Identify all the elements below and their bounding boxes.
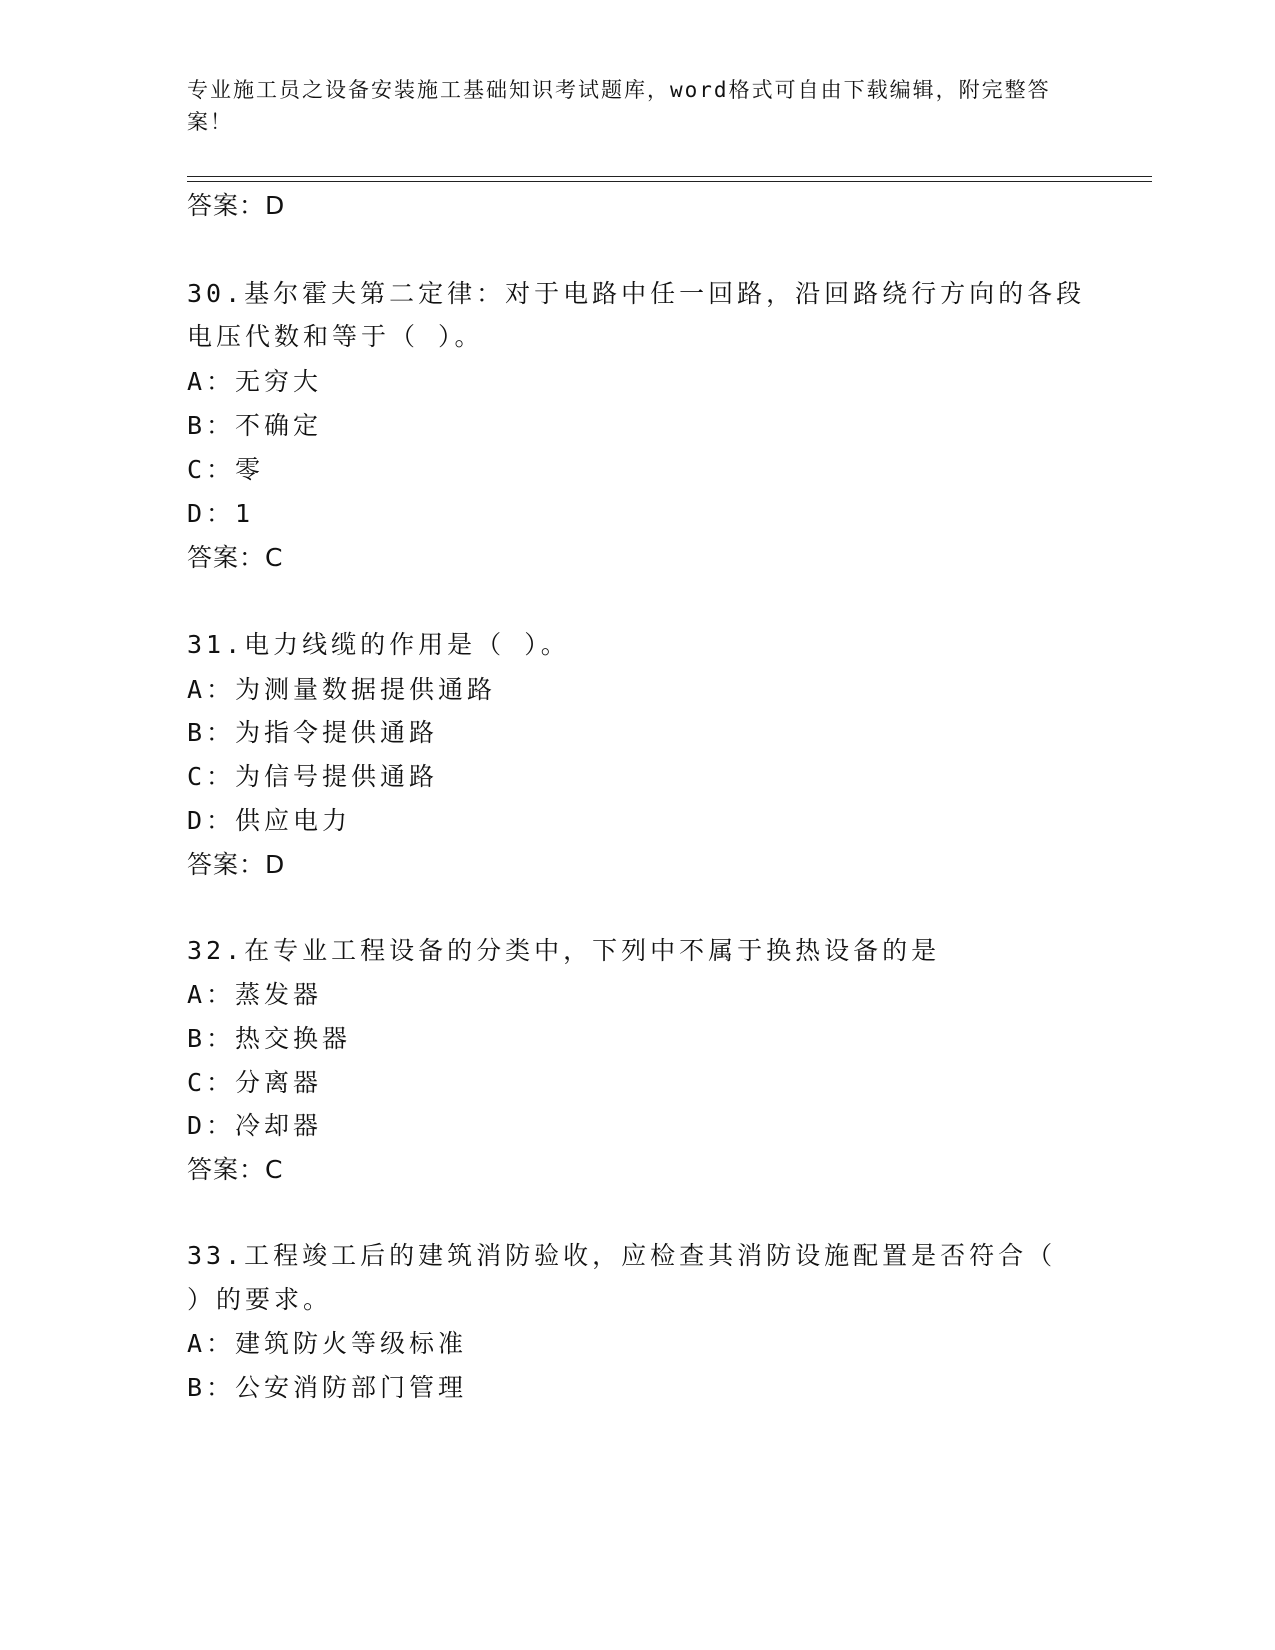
question-30-option-a: A：无穷大	[187, 367, 323, 396]
document-header: 专业施工员之设备安装施工基础知识考试题库，word格式可自由下载编辑，附完整答案！	[187, 78, 1051, 134]
question-31-stem: 31.电力线缆的作用是（ ）。	[187, 630, 570, 659]
question-31-option-a: A：为测量数据提供通路	[187, 675, 497, 704]
question-32-answer: 答案：C	[187, 1155, 284, 1184]
question-31-answer: 答案：D	[187, 850, 286, 879]
header-divider-top	[187, 176, 1152, 177]
question-32-stem: 32.在专业工程设备的分类中，下列中不属于换热设备的是	[187, 936, 941, 965]
question-33-stem-cont: ）的要求。	[187, 1285, 333, 1314]
question-30-option-d: D：1	[187, 499, 255, 528]
question-30-option-c: C：零	[187, 455, 265, 484]
question-32-option-a: A：蒸发器	[187, 980, 323, 1009]
question-33-option-a: A：建筑防火等级标准	[187, 1329, 468, 1358]
question-30-answer: 答案：C	[187, 543, 284, 572]
question-30-option-b: B：不确定	[187, 411, 323, 440]
answer-line: 答案：D	[187, 191, 286, 220]
question-31-option-b: B：为指令提供通路	[187, 718, 439, 747]
question-30-stem: 30.基尔霍夫第二定律：对于电路中任一回路，沿回路绕行方向的各段	[187, 279, 1086, 308]
question-33-option-b: B：公安消防部门管理	[187, 1373, 468, 1402]
header-divider-bottom	[187, 181, 1152, 182]
question-30-stem-cont: 电压代数和等于（ ）。	[187, 322, 484, 351]
question-31-option-d: D：供应电力	[187, 806, 352, 835]
question-32-option-b: B：热交换器	[187, 1024, 352, 1053]
question-32-option-c: C：分离器	[187, 1068, 323, 1097]
question-31-option-c: C：为信号提供通路	[187, 762, 439, 791]
question-32-option-d: D：冷却器	[187, 1111, 323, 1140]
question-33-stem: 33.工程竣工后的建筑消防验收，应检查其消防设施配置是否符合（	[187, 1241, 1057, 1270]
